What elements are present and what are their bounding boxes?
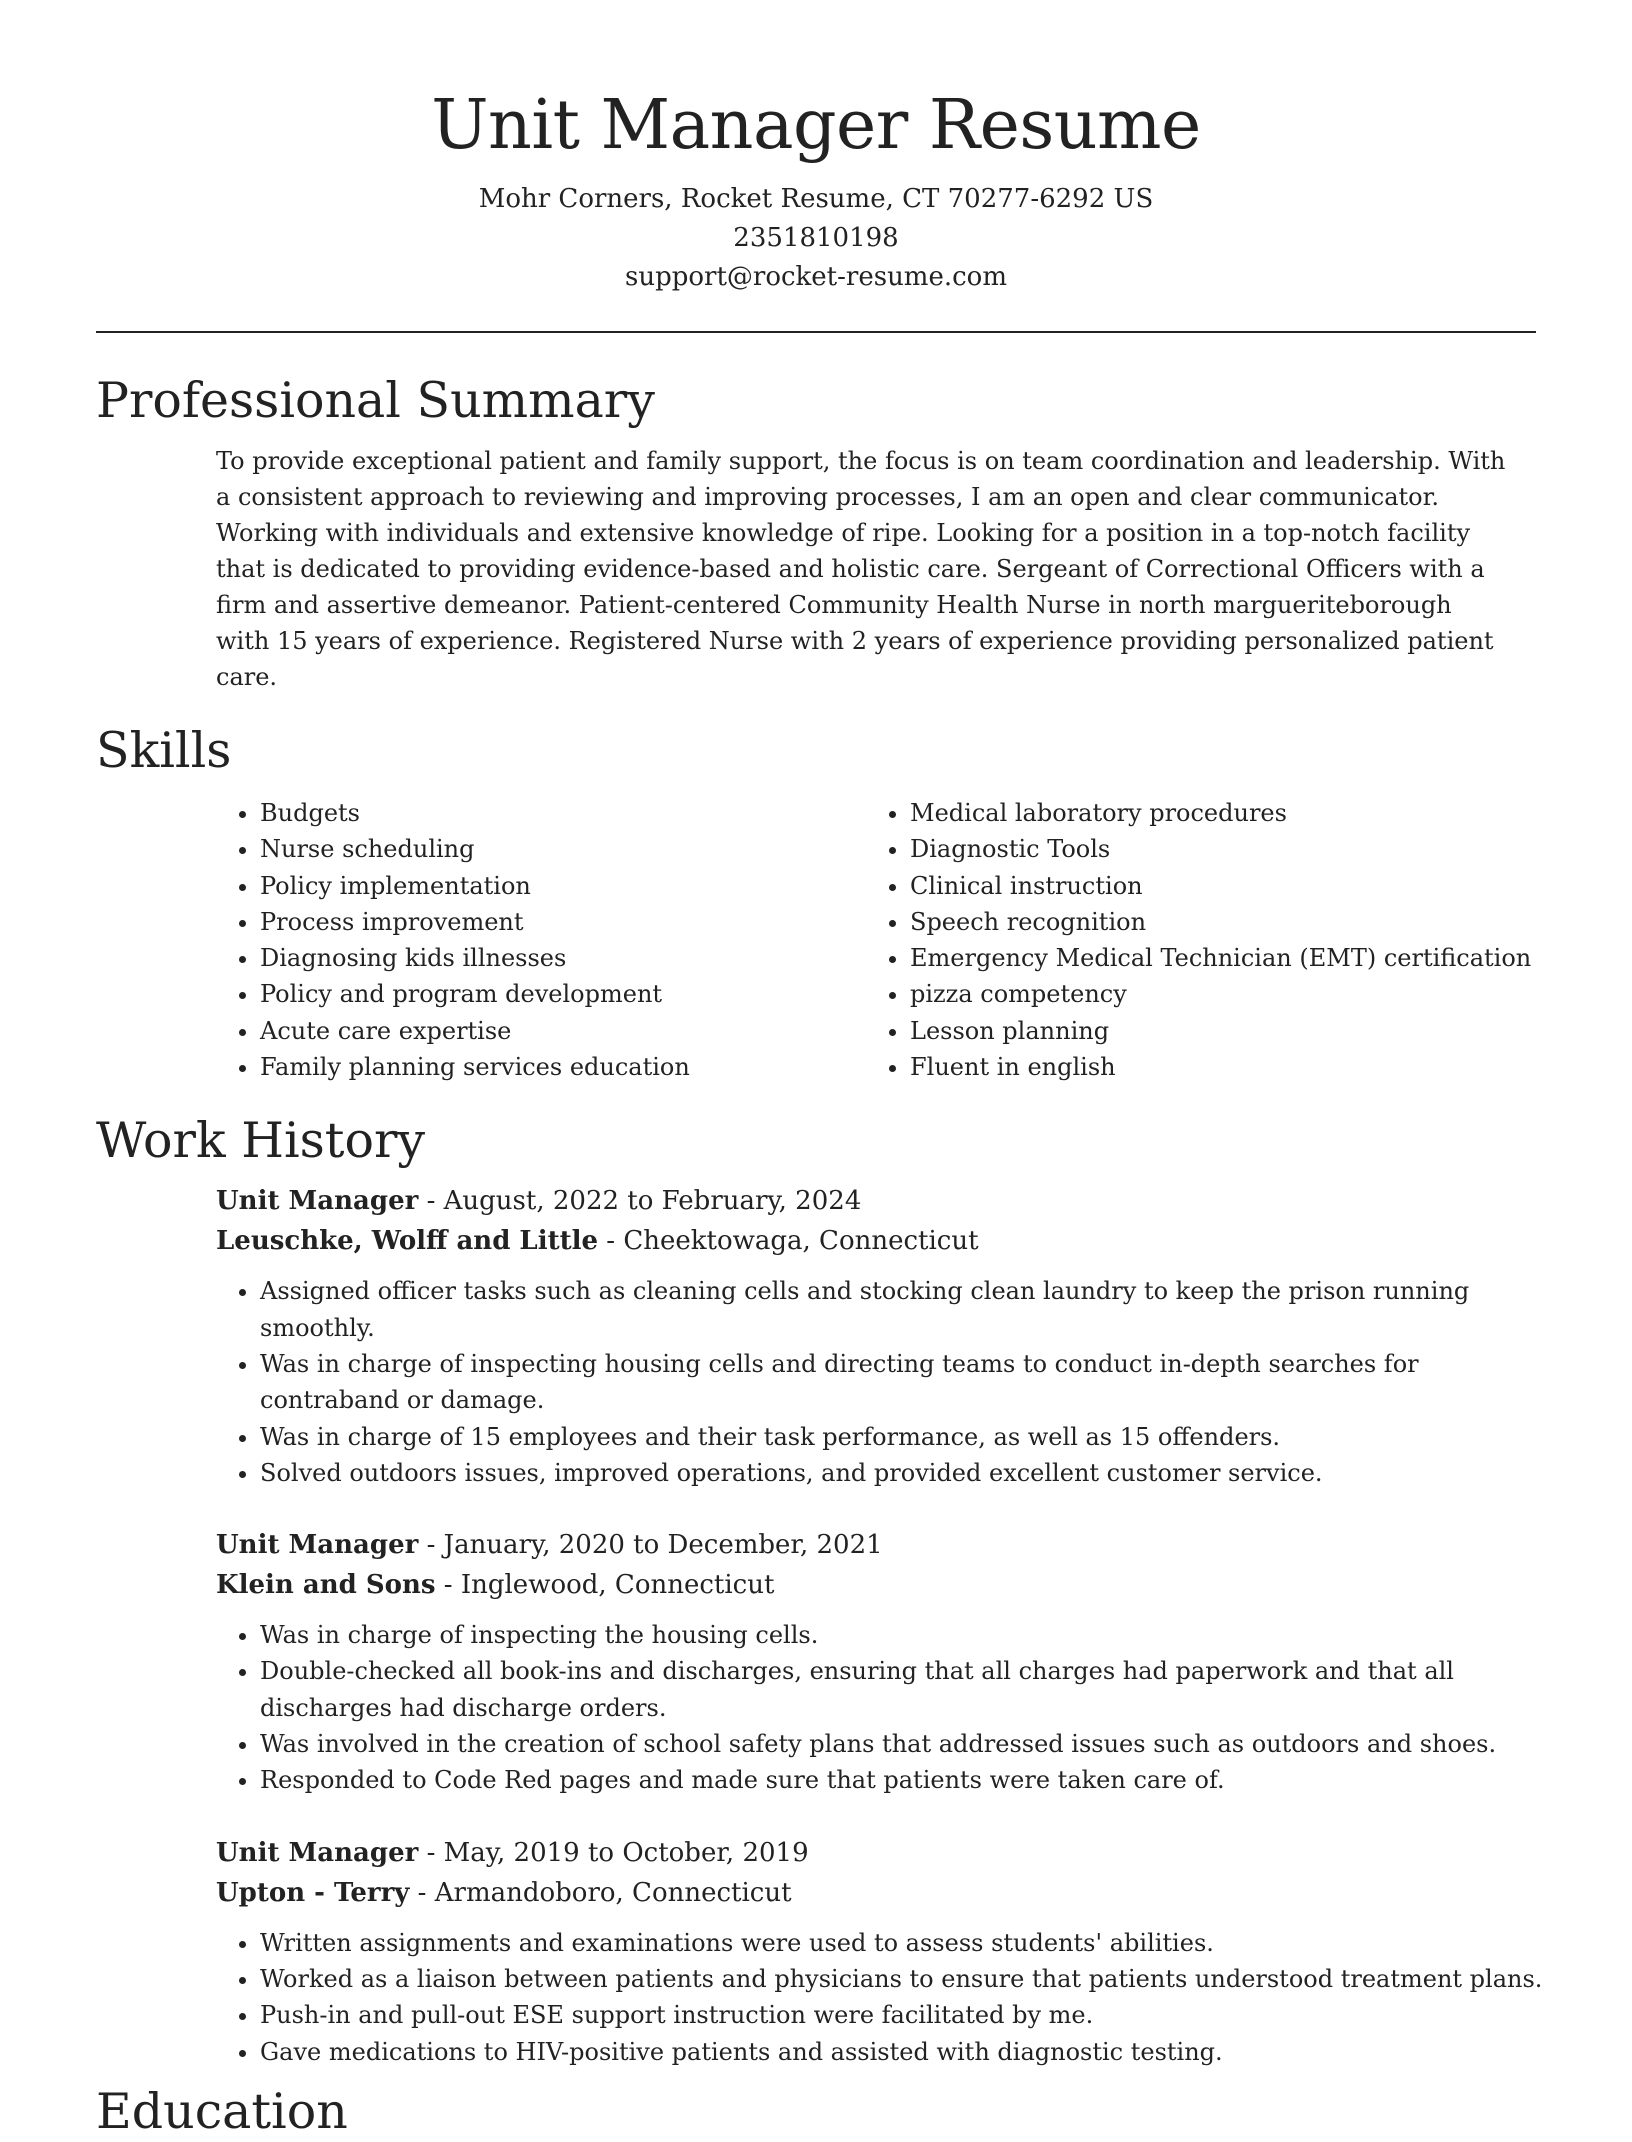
job-title-line: Unit Manager - January, 2020 to December, 2021 <box>216 1530 883 1561</box>
duty-item: • Was in charge of 15 employees and their task performance, as well as 15 offenders. <box>260 1419 1550 1455</box>
skill-item: • Clinical instruction <box>910 868 1531 904</box>
duty-item: • Gave medications to HIV-positive patients and assisted with diagnostic testing. <box>260 2034 1550 2070</box>
duty-item: • Was in charge of inspecting the housing cells. <box>260 1617 1550 1653</box>
skills-column-left <box>216 795 866 1085</box>
skill-item: • Family planning services education <box>260 1049 866 1085</box>
summary-text: To provide exceptional patient and family support, the focus is on team coordination and leadership. With a consistent approach to reviewing and improving processes, I am an open and clear communicator. Working with individuals and extensive knowledge of ripe. Looking for a position in a top-notch facility that is dedicated to providing evidence-based and holistic care. Sergeant of Correctional Officers with a firm and assertive demeanor. Patient-centered Community Health Nurse in north margueriteborough with 15 years of experience. Registered Nurse with 2 years of experience providing personalized patient care. <box>216 447 1506 691</box>
duty-item: • Push-in and pull-out ESE support instruction were facilitated by me. <box>260 1997 1550 2033</box>
job-role: Unit Manager <box>216 1186 419 1217</box>
job-duties <box>216 1273 1550 1491</box>
skill-item: • Diagnosing kids illnesses <box>260 940 866 976</box>
job-location: Cheektowaga, Connecticut <box>623 1226 979 1257</box>
skill-item: • Process improvement <box>260 904 866 940</box>
skill-item: • Lesson planning <box>910 1013 1531 1049</box>
duty-item: • Worked as a liaison between patients and physicians to ensure that patients understood treatment plans. <box>260 1961 1550 1997</box>
skills-list <box>216 795 1536 1085</box>
skill-item: • Budgets <box>260 795 866 831</box>
job-duties <box>216 1617 1550 1798</box>
contact-email: support@rocket-resume.com <box>624 262 1007 292</box>
skill-item: • Policy and program development <box>260 976 866 1012</box>
job-dates: August, 2022 to February, 2024 <box>443 1186 862 1217</box>
job-company-line: Upton - Terry - Armandoboro, Connecticut <box>216 1877 792 1908</box>
skill-item: • Medical laboratory procedures <box>910 795 1531 831</box>
duty-item: • Solved outdoors issues, improved operations, and provided excellent customer service. <box>260 1455 1550 1491</box>
work-history-heading: Work History <box>96 1112 426 1170</box>
skills-column-right <box>866 795 1531 1085</box>
job-company: Upton - Terry <box>216 1877 410 1908</box>
skill-item: • pizza competency <box>910 976 1531 1012</box>
education-heading: Education <box>96 2082 348 2140</box>
skill-item: • Speech recognition <box>910 904 1531 940</box>
skills-heading: Skills <box>96 722 232 779</box>
job-entry <box>216 1833 1543 2070</box>
job-entry <box>216 1181 1536 1491</box>
job-dates: January, 2020 to December, 2021 <box>443 1530 883 1561</box>
skill-item: • Fluent in english <box>910 1049 1531 1085</box>
resume-title: Unit Manager Resume <box>431 86 1201 165</box>
duty-item: • Double-checked all book-ins and discharges, ensuring that all charges had paperwork and that all discharges had discharge orders. <box>260 1653 1550 1726</box>
job-entry <box>216 1525 1536 1798</box>
job-location: Inglewood, Connecticut <box>460 1570 775 1601</box>
skill-item: • Diagnostic Tools <box>910 831 1531 867</box>
job-dates: May, 2019 to October, 2019 <box>443 1837 809 1868</box>
job-role: Unit Manager <box>216 1530 419 1561</box>
contact-info <box>96 180 1536 297</box>
job-company: Leuschke, Wolff and Little <box>216 1226 599 1257</box>
job-company: Klein and Sons <box>216 1570 436 1601</box>
header-divider <box>96 331 1536 333</box>
job-company-line: Leuschke, Wolff and Little - Cheektowaga, Connecticut <box>216 1226 979 1257</box>
skill-item: • Acute care expertise <box>260 1013 866 1049</box>
job-duties <box>216 1925 1550 2070</box>
skill-item: • Nurse scheduling <box>260 831 866 867</box>
duty-item: • Was involved in the creation of school safety plans that addressed issues such as outdoors and shoes. <box>260 1726 1550 1762</box>
job-location: Armandoboro, Connecticut <box>434 1877 792 1908</box>
job-company-line: Klein and Sons - Inglewood, Connecticut <box>216 1570 775 1601</box>
resume-page <box>96 0 1543 2142</box>
job-title-line: Unit Manager - August, 2022 to February, 2024 <box>216 1186 862 1217</box>
contact-phone: 2351810198 <box>733 223 899 253</box>
skill-item: • Emergency Medical Technician (EMT) certification <box>910 940 1531 976</box>
duty-item: • Assigned officer tasks such as cleaning cells and stocking clean laundry to keep the prison running smoothly. <box>260 1273 1550 1346</box>
duty-item: • Written assignments and examinations were used to assess students' abilities. <box>260 1925 1550 1961</box>
duty-item: • Responded to Code Red pages and made sure that patients were taken care of. <box>260 1762 1550 1798</box>
summary-heading: Professional Summary <box>96 372 655 429</box>
job-title-line: Unit Manager - May, 2019 to October, 2019 <box>216 1837 809 1868</box>
skill-item: • Policy implementation <box>260 868 866 904</box>
contact-address: Mohr Corners, Rocket Resume, CT 70277-6292 US <box>478 184 1154 214</box>
job-role: Unit Manager <box>216 1837 419 1868</box>
duty-item: • Was in charge of inspecting housing cells and directing teams to conduct in-depth searches for contraband or damage. <box>260 1346 1550 1419</box>
